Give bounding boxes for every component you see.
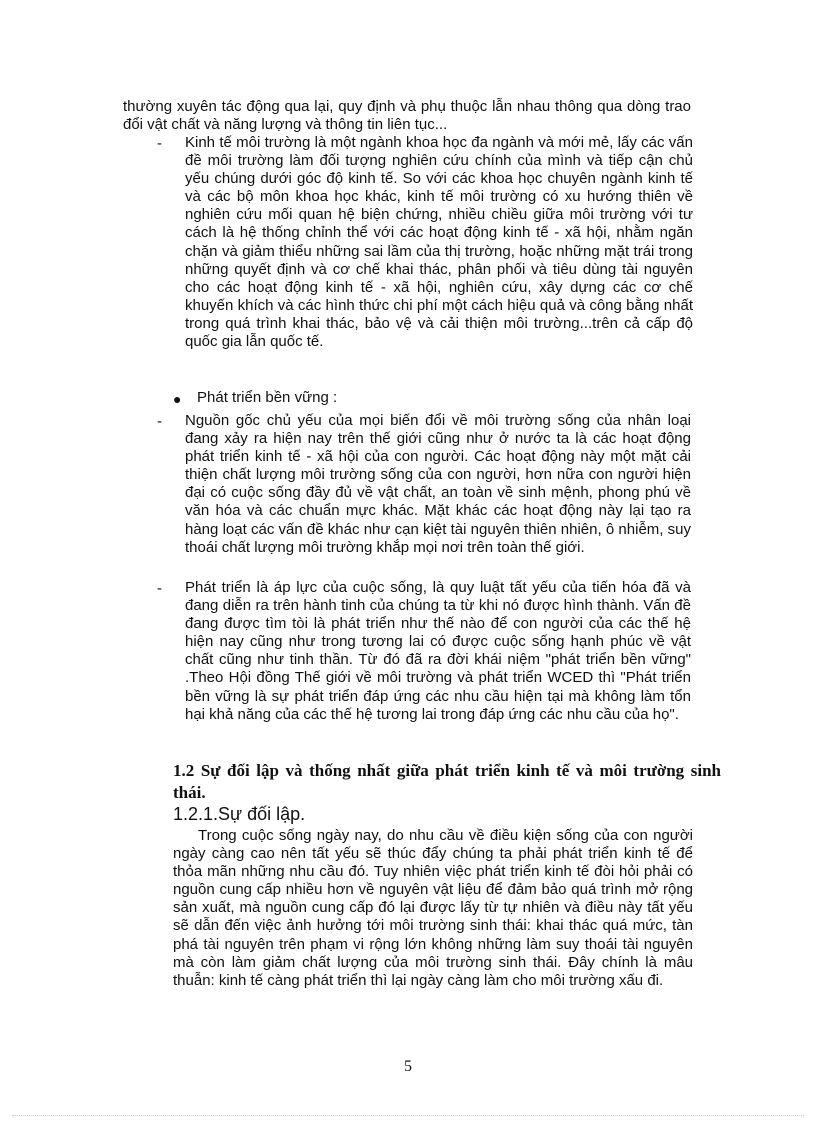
dash-marker: - [157,580,162,597]
pressure-paragraph: Phát triển là áp lực của cuộc sống, là quy luật tất yếu của tiến hóa đã và đang diễn ra trên hành tinh của chúng ta từ khi nó được hình thành. Vấn đề đang được tìm tòi là phát triển như thế nào để con người của các thế hệ hiện nay cũng như trong tương lai có được cuộc sống hạnh phúc về vật chất cũng như tinh thần. Từ đó đã ra đời khái niệm "phát triển bền vững" .Theo Hội đồng Thế giới về môi trường và phát triển WCED thì "Phát triển bền vững là sự phát triển đáp ứng các nhu cầu hiện tại mà không làm tổn hại khả năng của các thế hệ tương lai trong đáp ứng các nhu cầu của họ". [185,579,691,723]
section-heading-1-2-1: 1.2.1.Sự đối lập. [173,804,306,824]
intro-paragraph: thường xuyên tác động qua lại, quy định và phụ thuộc lẫn nhau thông qua dòng trao đổi vật chất và năng lượng và thông tin liên tục... [123,98,691,134]
contrast-paragraph: Trong cuộc sống ngày nay, do nhu cầu về điều kiện sống của con người ngày càng cao nên tất yếu sẽ thúc đẩy chúng ta phải phát triển kinh tế để thỏa mãn những nhu cầu đó. Tuy nhiên việc phát triển kinh tế đòi hỏi phải có nguồn cung cấp nhiều hơn về nguyên vật liệu để đảm bảo quá trình mở rộng sản xuất, mà nguồn cung cấp đó lại được lấy từ tự nhiên và điều này tất yếu sẽ dẫn đến việc ảnh hưởng tới môi trường sinh thái: khai thác quá mức, tàn phá tài nguyên trên phạm vi rộng lớn không những làm suy thoái tài nguyên mà còn làm giảm chất lượng của môi trường sinh thái. Đây chính là mâu thuẫn: kinh tế càng phát triển thì lại ngày càng làm cho môi trường xấu đi. [173,827,693,989]
bullet-icon: ● [173,391,182,407]
page-number: 5 [404,1058,412,1075]
page-bottom-border [12,1115,804,1116]
dash-marker: - [157,135,162,152]
env-economics-paragraph: Kinh tế môi trường là một ngành khoa học đa ngành và mới mẻ, lấy các vấn đề môi trường làm đối tượng nghiên cứu chính của mình và tiếp cận chủ yếu chúng dưới góc độ kinh tế. So với các khoa học chuyên ngành kinh tế và các bộ môn khoa học khác, kinh tế môi trường có xu hướng thiên về nghiên cứu mối quan hệ biện chứng, nhiều chiều giữa môi trường với tư cách là hệ thống chỉnh thể với các hoạt động kinh tế - xã hội, nhằm ngăn chặn và giảm thiểu những sai lầm của thị trường, hoặc những mặt trái trong những quyết định và cơ chế khai thác, phân phối và tiêu dùng tài nguyên cho các hoạt động kinh tế - xã hội, nghiên cứu, xây dựng các cơ chế khuyến khích và các hình thức chi phí một cách hiệu quả và công bằng nhất trong quá trình khai thác, bảo vệ và cải thiện môi trường...trên cả cấp độ quốc gia lẫn quốc tế. [185,134,693,351]
dash-marker: - [157,413,162,430]
section-heading-1-2: 1.2 Sự đối lập và thống nhất giữa phát triển kinh tế và môi trường sinh thái. [173,761,721,802]
origin-paragraph: Nguồn gốc chủ yếu của mọi biến đổi về môi trường sống của nhân loại đang xảy ra hiện nay trên thế giới cũng như ở nước ta là các hoạt động phát triển kinh tế - xã hội của con người. Các hoạt động này một mặt cải thiện chất lượng môi trường sống của con người, hơn nữa con người hiện đại có cuộc sống đầy đủ về vật chất, an toàn về sinh mệnh, phong phú về văn hóa và các chuẩn mực khác. Mặt khác các hoạt động này lại tạo ra hàng loạt các vấn đề khác như cạn kiệt tài nguyên thiên nhiên, ô nhiễm, suy thoái chất lượng môi trường khắp mọi nơi trên toàn thế giới. [185,412,691,556]
sustainable-bullet-label: Phát triển bền vững : [197,389,338,406]
